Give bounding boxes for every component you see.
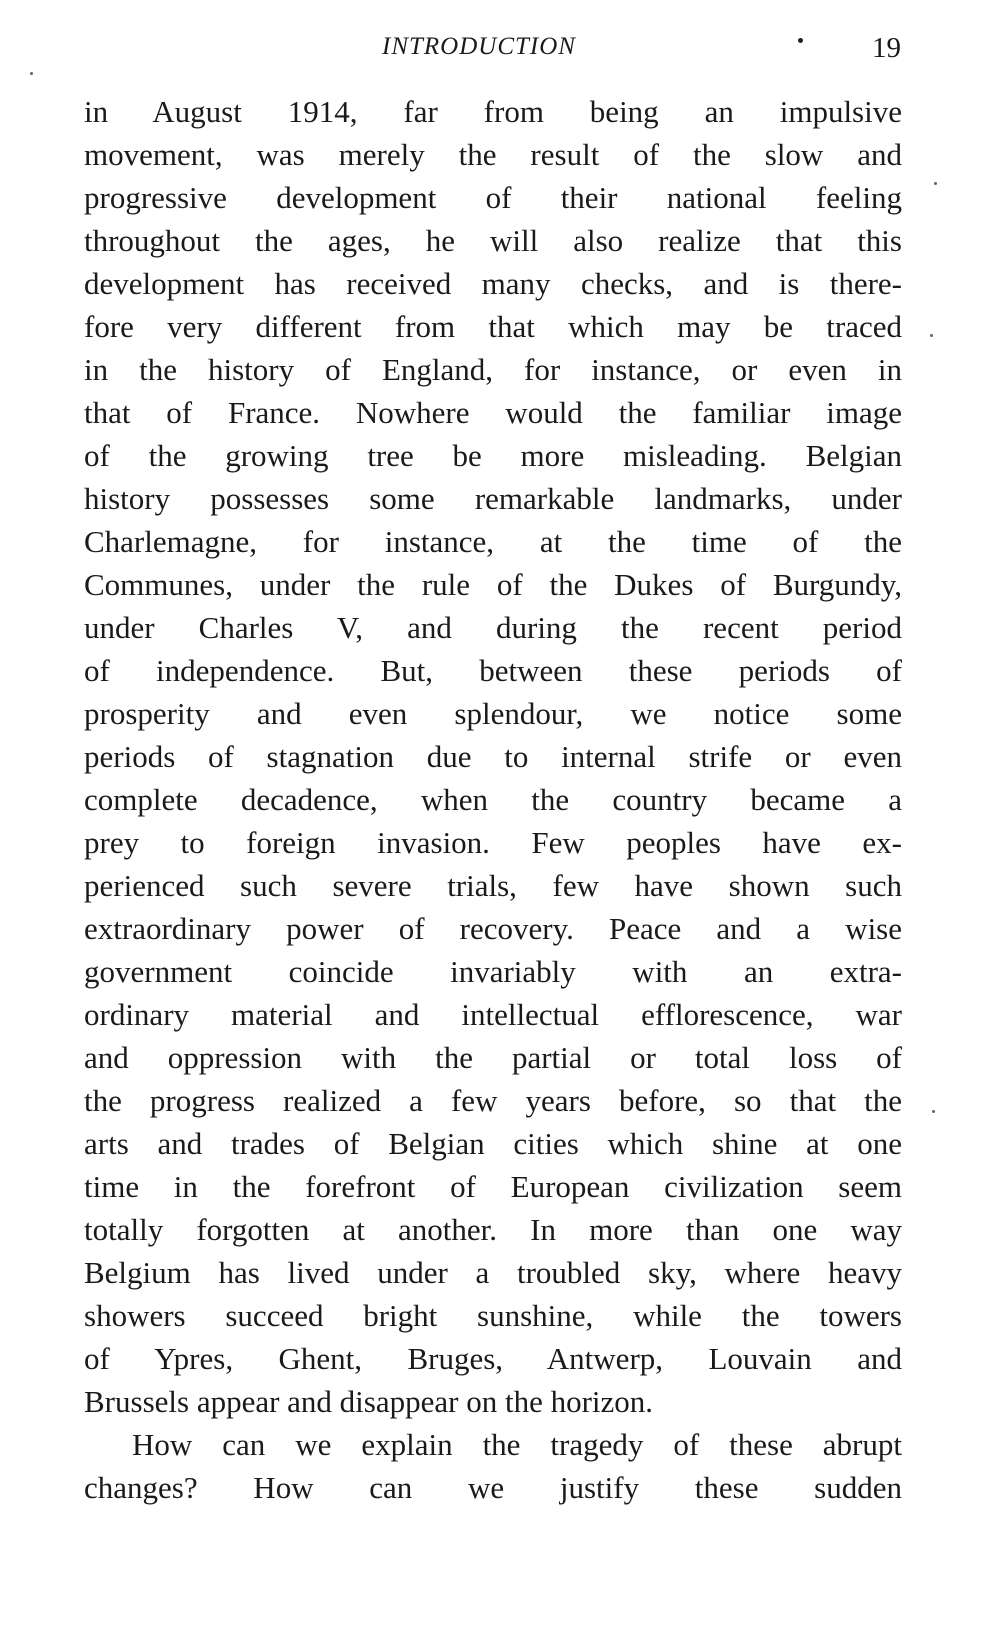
text-line: perienced such severe trials, few have shown such xyxy=(84,868,902,903)
text-line: of Ypres, Ghent, Bruges, Antwerp, Louvain and xyxy=(84,1341,902,1376)
text-line: government coincide invariably with an extra- xyxy=(84,954,902,989)
text-line: that of France. Nowhere would the familiar image xyxy=(84,395,902,430)
text-line: history possesses some remarkable landmarks, under xyxy=(84,481,902,516)
paragraph-2 xyxy=(84,1423,902,1509)
paragraph-1 xyxy=(84,90,902,1423)
text-line: and oppression with the partial or total loss of xyxy=(84,1040,902,1075)
text-line: under Charles V, and during the recent period xyxy=(84,610,902,645)
text-line: of the growing tree be more misleading. Belgian xyxy=(84,438,902,473)
body-text xyxy=(84,90,902,1509)
text-line: in the history of England, for instance, or even in xyxy=(84,352,902,387)
text-line: fore very different from that which may be traced xyxy=(84,309,902,344)
text-line: arts and trades of Belgian cities which shine at one xyxy=(84,1126,902,1161)
text-line: time in the forefront of European civilization seem xyxy=(84,1169,902,1204)
text-line: extraordinary power of recovery. Peace and a wise xyxy=(84,911,902,946)
text-line: periods of stagnation due to internal strife or even xyxy=(84,739,902,774)
text-line: changes? How can we justify these sudden xyxy=(84,1470,902,1505)
scan-speck xyxy=(932,1110,935,1113)
scan-speck xyxy=(934,182,937,185)
page-number: 19 xyxy=(872,32,901,64)
text-line: prey to foreign invasion. Few peoples have ex- xyxy=(84,825,902,860)
text-line: in August 1914, far from being an impulsive xyxy=(84,94,902,129)
scan-speck xyxy=(930,334,933,337)
text-line: Communes, under the rule of the Dukes of Burgundy, xyxy=(84,567,902,602)
text-line: ordinary material and intellectual efflorescence, war xyxy=(84,997,902,1032)
text-line: throughout the ages, he will also realize that this xyxy=(84,223,902,258)
text-line: How can we explain the tragedy of these abrupt xyxy=(132,1427,902,1462)
text-line: totally forgotten at another. In more than one way xyxy=(84,1212,902,1247)
text-line: development has received many checks, and is there- xyxy=(84,266,902,301)
text-line: Charlemagne, for instance, at the time of the xyxy=(84,524,902,559)
text-line: Brussels appear and disappear on the horizon. xyxy=(84,1384,654,1419)
text-line: of independence. But, between these periods of xyxy=(84,653,902,688)
text-line: progressive development of their national feeling xyxy=(84,180,902,215)
text-line: prosperity and even splendour, we notice some xyxy=(84,696,902,731)
text-line: Belgium has lived under a troubled sky, where heavy xyxy=(84,1255,902,1290)
text-line: showers succeed bright sunshine, while the towers xyxy=(84,1298,902,1333)
header-dot-mark xyxy=(798,38,803,43)
text-line: the progress realized a few years before, so that the xyxy=(84,1083,902,1118)
running-head xyxy=(0,30,1000,70)
text-line: complete decadence, when the country became a xyxy=(84,782,902,817)
text-line: movement, was merely the result of the slow and xyxy=(84,137,902,172)
scan-speck xyxy=(30,72,33,75)
running-title: INTRODUCTION xyxy=(382,33,576,60)
